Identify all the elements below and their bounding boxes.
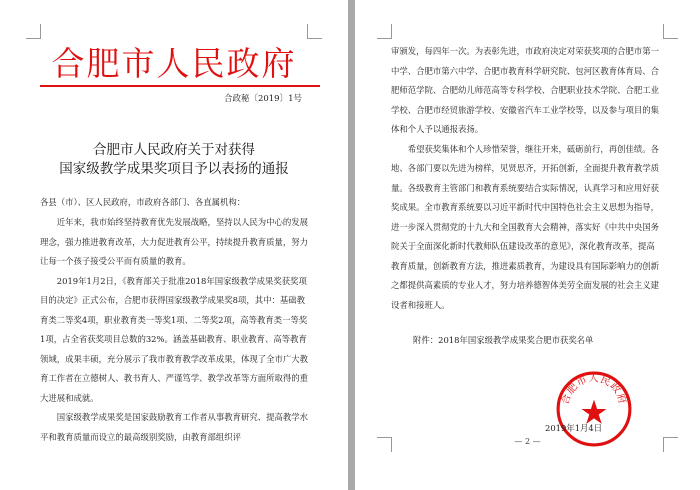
issuer-header: 合肥市人民政府 <box>51 44 297 83</box>
document-title <box>0 141 348 179</box>
document-page-2 <box>355 0 700 490</box>
header-divider <box>40 85 320 87</box>
body-paragraphs <box>391 42 663 315</box>
paragraph: 近年来，我市始终坚持教育优先发展战略，坚持以人民为中心的发展理念，强力推进教育改革，大力促进教育公平，持续提升教育质量，努力让每一个孩子接受公平而有质量的教育。 <box>40 217 309 266</box>
paragraph: 希望获奖集体和个人珍惜荣誉，继往开来，砥砺前行，再创佳绩。各地、各部门要以先进为榜样，见贤思齐，开拓创新，全面提升教育教学质量。各级教育主管部门和教育系统要结合实际情况，认真学习和应用好获奖成果。全市教育系统要以习近平新时代中国特色社会主义思想为指导，进一步深入贯彻党的十九大和全国教育大会精神，落实好《中共中央国务院关于全面深化新时代教师队伍建设改革的意见》，深化教育改革，提高教育质量，创新教育方法，推进素质教育，为建设具有国际影响力的创新之都提供高素质的专业人才，努力培养德智体美劳全面发展的社会主义建设者和接班人。 <box>391 143 660 310</box>
crop-mark <box>307 24 322 39</box>
title-line: 合肥市人民政府关于对获得 <box>93 142 255 158</box>
signature-date: 2019年1月4日 <box>545 423 603 433</box>
attachment-line: 附件：2018年国家级教学成果奖合肥市获奖名单 <box>413 335 594 345</box>
document-number: 合政秘〔2019〕1号 <box>223 94 302 104</box>
document-page-1 <box>0 0 348 490</box>
paragraph: 国家级教学成果奖是国家鼓励教育工作者从事教育研究、提高教学水平和教育质量而设立的最高级别奖励，由教育部组织评 <box>40 412 309 442</box>
paragraph: 2019年1月2日，《教育部关于批准2018年国家级教学成果奖获奖项目的决定》正式公布，合肥市获得国家级教学成果奖8项，其中：基础教育类二等奖4项，职业教育类一等奖1项、二等奖2项，高等教育类一等奖1项，占全省获奖项目总数的32%。涵盖基础教育、职业教育、高等教育领域，成果丰硕，充分展示了我市教育教学改革成果，体现了全市广大教育工作者在立德树人、教书育人、严谨笃学、教学改革等方面所取得的重大进展和成就。 <box>40 275 308 403</box>
paragraph: 审颁发，每四年一次。为表彰先进，市政府决定对荣获奖项的合肥市第一中学、合肥市第六中学、合肥市教育科学研究院、包河区教育体育局、合肥师范学院、合肥幼儿师范高等专科学校、合肥职业技术学院、合肥工业学校、合肥市经贸旅游学校、安徽省汽车工业学校等，以及参与项目的集体和个人予以通报表扬。 <box>391 46 659 134</box>
crop-mark <box>377 24 392 39</box>
crop-mark <box>663 24 678 39</box>
seal-text: 合肥市人民政府 <box>560 373 628 406</box>
page-number: — 2 — <box>514 437 541 446</box>
body-paragraphs <box>40 213 310 447</box>
title-line: 国家级教学成果奖项目予以表扬的通报 <box>59 161 289 177</box>
salutation: 各县（市）、区人民政府，市政府各部门、各直属机构： <box>40 197 246 207</box>
crop-mark <box>26 24 41 39</box>
